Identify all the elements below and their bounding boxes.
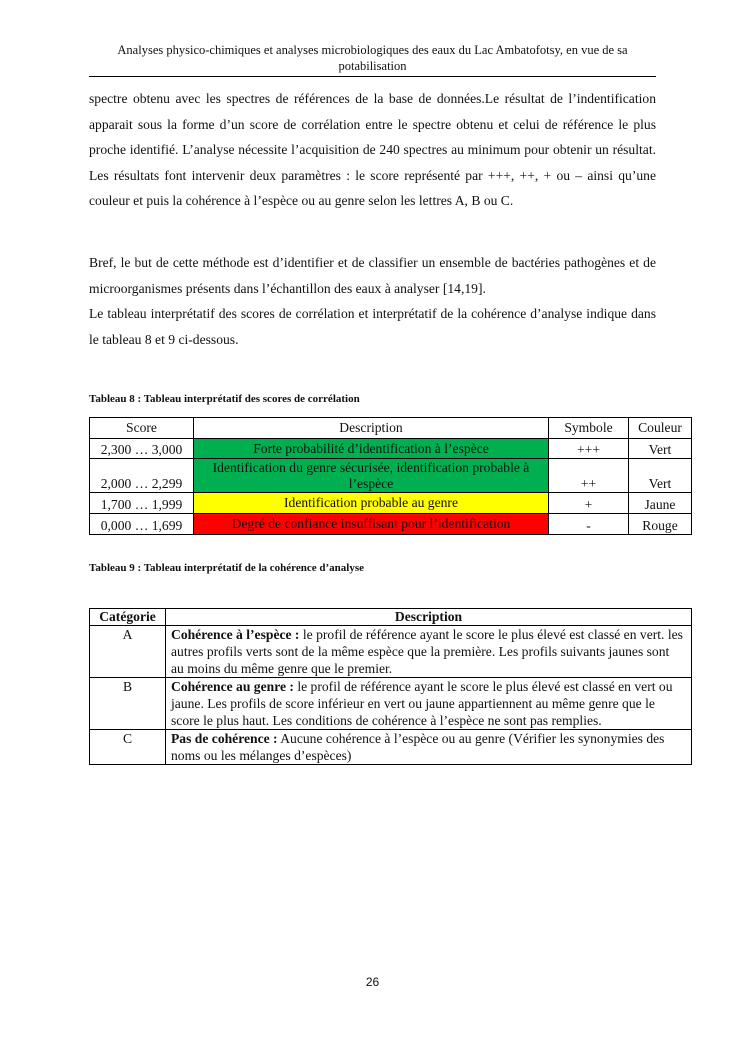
description-title: Cohérence à l’espèce : [171, 627, 300, 642]
header-symbole: Symbole [549, 418, 629, 439]
score-cell: 0,000 … 1,699 [90, 514, 194, 535]
symbol-cell: - [549, 514, 629, 535]
description-cell: Degré de confiance insuffisant pour l’identification [194, 514, 549, 535]
description-text: Aucune cohérence à l’espèce ou au genre (Vérifier les synonymies des noms ou les mélanges d’espèces) [171, 731, 665, 763]
description-cell: Identification probable au genre [194, 493, 549, 514]
header-description: Description [194, 418, 549, 439]
header-description: Description [166, 609, 692, 626]
description-title: Cohérence au genre : [171, 679, 294, 694]
description-cell [166, 626, 692, 678]
table-row [90, 493, 692, 514]
symbol-cell: ++ [549, 459, 629, 493]
table-9-header-row [90, 609, 692, 626]
running-header [89, 42, 656, 74]
header-categorie: Catégorie [90, 609, 166, 626]
table-8-header-row [90, 418, 692, 439]
category-cell: C [90, 730, 166, 765]
description-text: le profil de référence ayant le score le plus élevé est classé en vert. les autres profils verts sont de la même espèce que la première. Les profils suivants jaunes sont au moins du même genre que le premier. [171, 627, 683, 676]
table-9 [89, 608, 692, 765]
table-row [90, 459, 692, 493]
description-cell: Identification du genre sécurisée, identification probable à l’espèce [194, 459, 549, 493]
description-text: le profil de référence ayant le score le plus élevé est classé en vert ou jaune. Les profils de score inférieur en vert ou jaune appartiennent au même genre que le score le plus haut. Les conditions de cohérence à l’espèce ne sont pas remplies. [171, 679, 673, 728]
description-cell [166, 730, 692, 765]
score-cell: 2,300 … 3,000 [90, 439, 194, 459]
table-row [90, 514, 692, 535]
header-line-1: Analyses physico-chimiques et analyses microbiologiques des eaux du Lac Ambatofotsy, en vue de sa [117, 43, 628, 57]
category-cell: A [90, 626, 166, 678]
header-rule [89, 76, 656, 77]
page-number: 26 [365, 975, 380, 989]
color-cell: Vert [629, 459, 692, 493]
paragraph-1: spectre obtenu avec les spectres de références de la base de données.Le résultat de l’indentification apparait sous la forme d’un score de corrélation entre le spectre obtenu et celui de référence le plus proche identifié. L’analyse nécessite l’acquisition de 240 spectres au minimum pour obtenir un résultat. Les résultats font intervenir deux paramètres : le score représenté par +++, ++, + ou – ainsi qu’une couleur et puis la cohérence à l’espèce ou au genre selon les lettres A, B ou C. [89, 91, 656, 209]
category-cell: B [90, 678, 166, 730]
table-row [90, 730, 692, 765]
description-cell: Forte probabilité d’identification à l’espèce [194, 439, 549, 459]
table-9-caption: Tableau 9 : Tableau interprétatif de la cohérence d’analyse [89, 562, 364, 574]
description-cell [166, 678, 692, 730]
table-8-caption: Tableau 8 : Tableau interprétatif des scores de corrélation [89, 393, 360, 405]
symbol-cell: + [549, 493, 629, 514]
color-cell: Rouge [629, 514, 692, 535]
header-couleur: Couleur [629, 418, 692, 439]
table-row [90, 626, 692, 678]
symbol-cell: +++ [549, 439, 629, 459]
header-score: Score [90, 418, 194, 439]
color-cell: Vert [629, 439, 692, 459]
paragraph-2: Bref, le but de cette méthode est d’identifier et de classifier un ensemble de bactéries pathogènes et de microorganismes présents dans l’échantillon des eaux à analyser [14,19]. [89, 255, 656, 296]
header-line-2: potabilisation [338, 59, 407, 73]
table-row [90, 678, 692, 730]
paragraph-3: Le tableau interprétatif des scores de corrélation et interprétatif de la cohérence d’analyse indique dans le tableau 8 et 9 ci-dessous. [89, 306, 656, 347]
score-cell: 2,000 … 2,299 [90, 459, 194, 493]
score-cell: 1,700 … 1,999 [90, 493, 194, 514]
color-cell: Jaune [629, 493, 692, 514]
table-8 [89, 417, 692, 535]
table-row [90, 439, 692, 459]
description-title: Pas de cohérence : [171, 731, 278, 746]
